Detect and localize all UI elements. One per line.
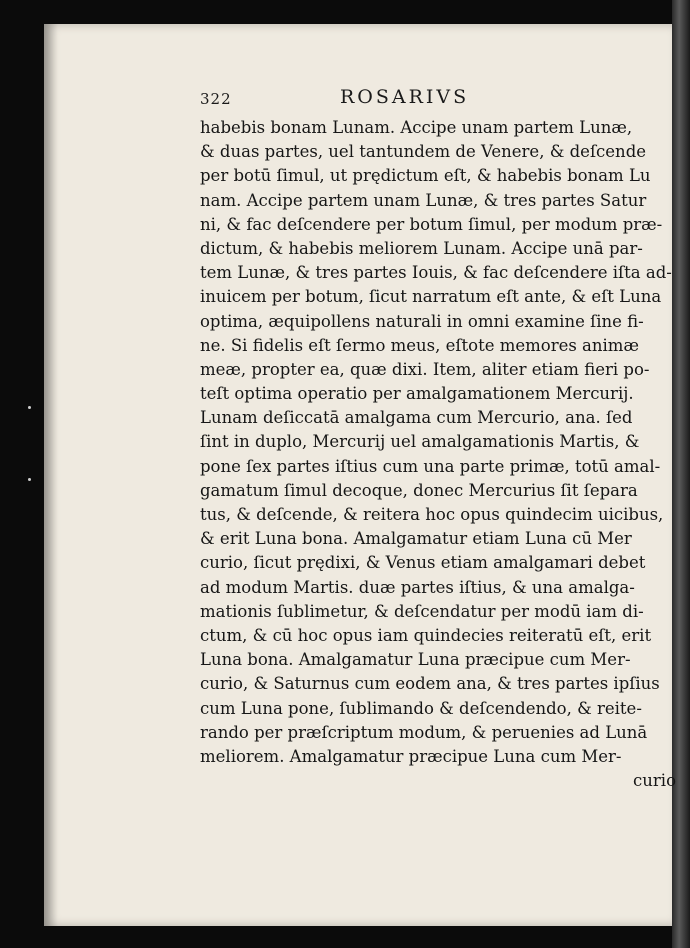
text-line: dictum, & habebis meliorem Lunam. Accipe unā par- xyxy=(200,238,643,258)
text-line: & duas partes, uel tantundem de Venere, & deſcende xyxy=(200,142,647,162)
catchword: curio xyxy=(633,771,676,791)
text-line: curio, ſicut prędixi, & Venus etiam amalgamari debet xyxy=(200,553,646,573)
page-gutter-shadow xyxy=(44,24,58,926)
text-line: meliorem. Amalgamatur præcipue Luna cum Mer- xyxy=(200,746,622,766)
text-line: ſint in duplo, Mercurij uel amalgamationis Martis, & xyxy=(200,432,640,452)
scan-dot xyxy=(28,478,31,481)
text-line: rando per præſcriptum modum, & peruenies ad Lunā xyxy=(200,722,648,742)
scan-dot xyxy=(28,406,31,409)
text-line: tus, & deſcende, & reitera hoc opus quindecim uicibus, xyxy=(200,505,664,524)
text-line: inuicem per botum, ſicut narratum eſt ante, & eſt Luna xyxy=(200,287,662,307)
text-line: Lunam deſiccatā amalgama cum Mercurio, ana. ſed xyxy=(200,408,633,428)
text-line: Luna bona. Amalgamatur Luna præcipue cum Mer- xyxy=(200,650,631,670)
text-line: pone ſex partes iſtius cum una parte primæ, totū amal- xyxy=(200,456,661,476)
text-line: meæ, propter ea, quæ dixi. Item, aliter etiam fieri po- xyxy=(200,359,650,379)
text-line: ctum, & cū hoc opus iam quindecies reiteratū eſt, erit xyxy=(200,625,652,645)
text-line: habebis bonam Lunam. Accipe unam partem Lunæ, xyxy=(200,118,633,137)
text-line: ni, & fac deſcendere per botum ſimul, per modum præ- xyxy=(200,214,663,234)
text-line: mationis ſublimetur, & deſcendatur per modū iam di- xyxy=(200,601,644,621)
page-number: 322 xyxy=(200,90,232,108)
text-line: tem Lunæ, & tres partes Iouis, & fac deſcendere iſta ad- xyxy=(200,263,672,283)
text-line: nam. Accipe partem unam Lunæ, & tres partes Satur xyxy=(200,190,647,210)
running-head: ROSARIVS xyxy=(340,86,470,108)
text-line: ne. Si fidelis eſt ſermo meus, eſtote memores animæ xyxy=(200,335,639,355)
text-line: gamatum ſimul decoque, donec Mercurius ſit ſepara xyxy=(200,480,638,500)
text-line: ad modum Martis. duæ partes iſtius, & una amalga- xyxy=(200,577,635,597)
text-line: & erit Luna bona. Amalgamatur etiam Luna cū Mer xyxy=(200,529,632,549)
text-line: per botū ſimul, ut prędictum eſt, & habebis bonam Lu xyxy=(200,166,651,186)
body-text xyxy=(200,116,676,793)
text-line: optima, æquipollens naturali in omni examine ſine fi- xyxy=(200,311,644,331)
text-line: teſt optima operatio per amalgamationem Mercurij. xyxy=(200,384,634,404)
page-header xyxy=(200,86,660,110)
text-line: cum Luna pone, ſublimando & deſcendendo, & reite- xyxy=(200,698,642,718)
text-line: curio, & Saturnus cum eodem ana, & tres partes ipſius xyxy=(200,674,660,694)
